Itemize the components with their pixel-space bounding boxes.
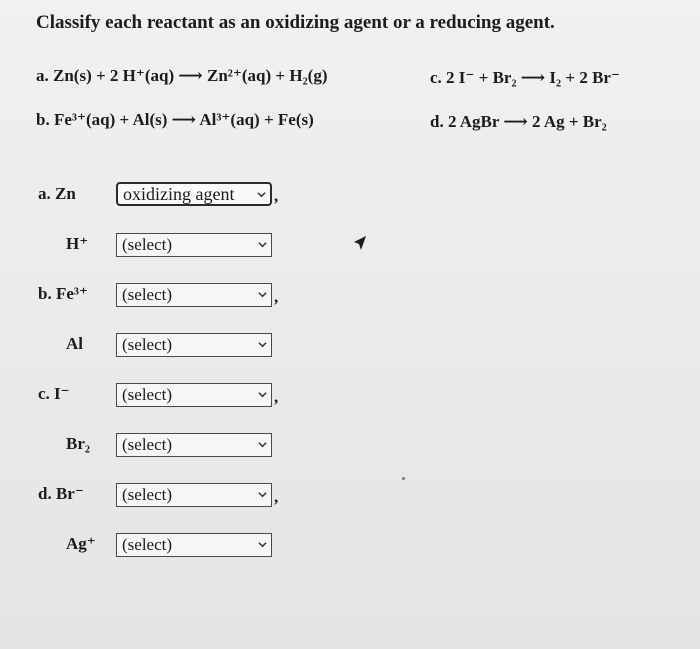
select-br-minus-value: (select) [122, 485, 173, 504]
row-a-comma: , [274, 186, 279, 205]
select-br2-value: (select) [122, 435, 173, 454]
row-ag-species: Ag⁺ [66, 534, 96, 553]
row-c-species: I⁻ [54, 384, 70, 403]
chevron-down-icon [258, 290, 267, 299]
question-title: Classify each reactant as an oxidizing agent or a reducing agent. [36, 12, 555, 33]
chevron-down-icon [257, 190, 266, 199]
chevron-down-icon [258, 440, 267, 449]
row-al-label [66, 334, 83, 354]
row-d-species: Br⁻ [55, 484, 84, 503]
select-h-plus-value: (select) [122, 235, 173, 254]
mouse-pointer-icon [352, 234, 368, 254]
select-fe3-value: (select) [122, 285, 173, 304]
select-h-plus[interactable] [116, 233, 272, 257]
equation-b-label: b. [36, 110, 50, 129]
select-i-minus-value: (select) [122, 385, 173, 404]
select-zn[interactable] [116, 182, 272, 206]
equation-c-text: 2 I⁻ + Br₂ ⟶ I₂ + 2 Br⁻ [446, 68, 620, 87]
row-br2-species: Br₂ [66, 434, 90, 453]
row-c-prefix: c. [38, 384, 50, 403]
equation-b [36, 110, 314, 130]
select-al-value: (select) [122, 335, 173, 354]
select-zn-value: oxidizing agent [123, 184, 235, 204]
row-b-comma: , [274, 287, 279, 306]
equation-a [36, 66, 327, 86]
chevron-down-icon [258, 390, 267, 399]
row-d-comma: , [274, 487, 279, 506]
row-b-prefix: b. [38, 284, 52, 303]
row-d-label [38, 484, 84, 504]
row-b-species: Fe³⁺ [55, 284, 88, 303]
row-br2-label [66, 434, 90, 454]
equation-b-text: Fe³⁺(aq) + Al(s) ⟶ Al³⁺(aq) + Fe(s) [53, 110, 314, 129]
select-ag-plus[interactable] [116, 533, 272, 557]
chevron-down-icon [258, 490, 267, 499]
row-h-species: H⁺ [66, 234, 89, 253]
select-br2[interactable] [116, 433, 272, 457]
select-i-minus[interactable] [116, 383, 272, 407]
row-d-prefix: d. [38, 484, 52, 503]
row-a-prefix: a. [38, 184, 51, 203]
row-h-label [66, 234, 88, 254]
row-b-label [38, 284, 88, 304]
equation-a-text: Zn(s) + 2 H⁺(aq) ⟶ Zn²⁺(aq) + H₂(g) [53, 66, 328, 85]
equation-d [430, 112, 607, 132]
equation-d-label: d. [430, 112, 444, 131]
equation-c-label: c. [430, 68, 442, 87]
chevron-down-icon [258, 240, 267, 249]
equation-d-text: 2 AgBr ⟶ 2 Ag + Br₂ [447, 112, 607, 131]
chevron-down-icon [258, 340, 267, 349]
row-ag-label [66, 534, 96, 554]
select-fe3[interactable] [116, 283, 272, 307]
row-a-species: Zn [55, 184, 76, 203]
chevron-down-icon [258, 540, 267, 549]
row-c-comma: , [274, 387, 279, 406]
row-a-label [38, 184, 76, 204]
select-al[interactable] [116, 333, 272, 357]
speck [402, 477, 405, 480]
select-ag-plus-value: (select) [122, 535, 173, 554]
row-c-label [38, 384, 70, 404]
select-br-minus[interactable] [116, 483, 272, 507]
equation-c [430, 68, 620, 88]
equation-a-label: a. [36, 66, 49, 85]
row-al-species: Al [66, 334, 83, 353]
